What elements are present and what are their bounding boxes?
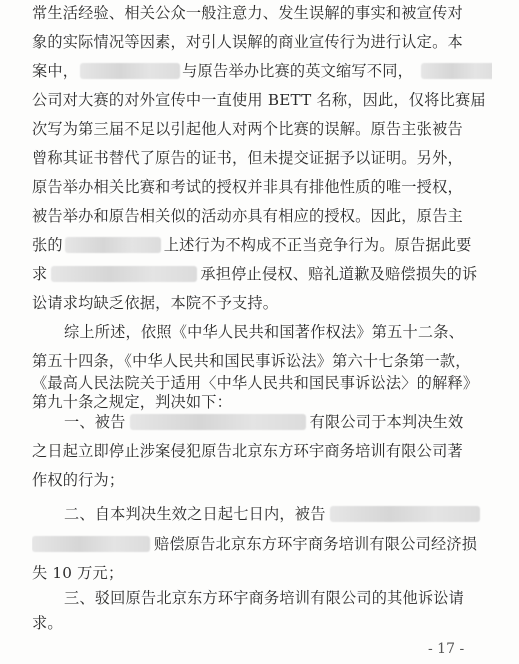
text-line <box>32 612 492 634</box>
text-segment: 承担停止侵权、赔礼道歉及赔偿损失的诉 <box>200 265 478 283</box>
redaction-block <box>330 506 480 522</box>
text-segment: 失 10 万元； <box>32 564 124 582</box>
text-line <box>32 469 492 491</box>
text-segment: 张的 <box>32 236 63 254</box>
text-segment: 象的实际情况等因素，对引人误解的商业宣传行为进行认定。本 <box>32 33 463 51</box>
text-segment: 综上所述，依照《中华人民共和国著作权法》第五十二条、 <box>64 323 465 341</box>
text-line <box>32 533 492 555</box>
page-number: - 17 - <box>428 641 465 657</box>
text-segment: 曾称其证书替代了原告的证书，但未提交证据予以证明。另外， <box>32 149 463 167</box>
redaction-block <box>32 536 150 552</box>
text-segment: 之日起立即停止涉案侵犯原告北京东方环宇商务培训有限公司著 <box>32 442 463 460</box>
text-segment: 《最高人民法院关于适用〈中华人民共和国民事诉讼法〉的解释》 <box>32 374 479 392</box>
text-segment: 赔偿原告北京东方环宇商务培训有限公司经济损 <box>154 535 478 553</box>
text-segment: 第九十条之规定，判决如下： <box>32 393 233 411</box>
text-segment: 案中， <box>32 62 79 80</box>
text-line <box>32 440 492 462</box>
text-segment: 求。 <box>32 614 63 632</box>
text-segment: 第五十四条，《中华人民共和国民事诉讼法》第六十七条第一款， <box>32 352 471 370</box>
text-segment: 原告举办相关比赛和考试的授权并非具有排他性质的唯一授权， <box>32 178 463 196</box>
text-segment: 公司对大赛的对外宣传中一直使用 BETT 名称，因此，仅将比赛届 <box>32 91 486 109</box>
text-segment: 讼请求均缺乏依据，本院不予支持。 <box>32 294 279 312</box>
text-line <box>64 503 492 525</box>
text-segment: 有限公司于本判决生效 <box>309 413 464 431</box>
text-line <box>32 562 492 584</box>
redaction-block <box>130 414 306 430</box>
text-segment: 二、自本判决生效之日起七日内，被告 <box>64 505 326 523</box>
text-line <box>64 587 492 609</box>
text-segment: 次写为第三届不足以引起他人对两个比赛的误解。原告主张被告 <box>32 120 463 138</box>
text-segment: 作权的行为； <box>32 471 125 489</box>
text-segment: 三、驳回原告北京东方环宇商务培训有限公司的其他诉讼请 <box>64 589 465 607</box>
text-segment: 求 <box>32 265 48 283</box>
text-segment: 被告举办和原告相关似的活动亦具有相应的授权。因此，原告主 <box>32 207 463 225</box>
text-segment: 常生活经验、相关公众一般注意力、发生误解的事实和被宣传对 <box>32 4 463 22</box>
text-segment: 与原告举办比赛的英文缩写不同， <box>182 62 413 80</box>
text-line <box>64 411 492 433</box>
text-segment: 上述行为不构成不正当竞争行为。原告据此要 <box>163 236 472 254</box>
text-segment: 一、被告 <box>64 413 126 431</box>
